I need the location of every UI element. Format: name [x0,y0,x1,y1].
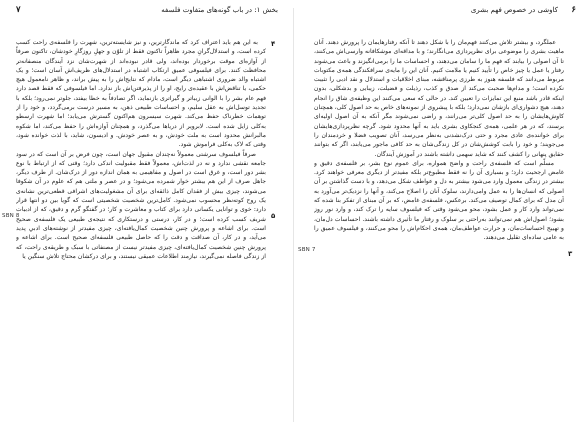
right-running-title: کاوشی در خصوص فهم بشری [470,6,558,14]
paragraph-number: ۵ [271,212,276,220]
right-running-header [310,4,576,20]
left-body-text [16,38,266,424]
paragraph: به این هم باید اعتراف کرد که ماندگارترین، و نیز شایسته‌ترین، شهرت را فلسفه‌ی راحت کسب کرده است، و استدلال‌گرانِ مجرد ظاهراً تاکنون فقط از تلوّن و جهلِ روزگارِ خودشان، تاکنون صرفاً از آوازه‌ای موقت برخوردار بوده‌اند، ولی قادر نبوده‌اند از شهرت‌شان نزد آیندگان منصفانه‌تر محافظت کنند. برای فیلسوفی عمیق ارتکاب اشتباه در استدلال‌های ظریف‌اش آسان است؛ و یک اشتباه والد ضروری اشتباهی دیگر است، مادام که نتایج‌اش را به پیش براند، و ظاهر نامعمول هیچ حکمی، یا تناقض‌اش با عقیده‌ی رایج، او را از پذیرفتن‌اش باز ندارد. اما فیلسوفی که فقط قصد دارد فهم عام بشر را با الوانی زیباتر و گیراتری بازنماید، اگر تصادفاً به خطا بیفتد، جلوتر نمی‌رود؛ بلکه با تجدید توسل‌اش به عقل سلیم، و احساسات طبیعی ذهن، به مسیر درست برمی‌گردد، و خود را از توهمات خطرناک حفظ می‌کند. شهرت سیسرون هم‌اکنون گسترش می‌یابد؛ اما شهرت ارسطو به‌کلی زایل شده است. لابرویر از دریاها می‌گذرد، و همچنان آوازه‌اش را حفظ می‌کند، اما شکوه مالبرانش محدود است به ملت خودش، و به عصر خودش. و ادیسون، شاید، با لذت خوانده شود، وقتی که لاک به‌کلی فراموش شود. [16,39,266,149]
sbn-margin-note: SBN 8 [2,213,20,219]
left-running-title: بخش ۱: در باب گونه‌های متفاوت فلسفه [161,6,278,14]
paragraph: صرفاً فیلسوف سرشتی معمولاً نه‌چندان مقبول جهان است، چون فرض بر آن است که در سود جامعه نقشی ندارد و نه در لذت‌اش، معمولاً فقط مقبولیت اندکی دارد؛ وقتی که از ارتباط با نوع بشر دور است، و غرق است در اصول و مفاهیمی به همان اندازه دور از درک‌شان. از طرف دیگر، جاهل صرف از این هم بیشتر خوار شمرده می‌شود؛ و در عصر و ملتی هم که علوم در آن شکوفا می‌شوند، چیزی بیش از فقدان کامل ذائقه‌ای برای آن مشغولیت‌های اشرافی قطعی‌ترین نشانه‌ی یک روح کوته‌نظر محسوب نمی‌شود. کامل‌ترین شخصیت شخصیتی است که گویا بین دو انتها قرار دارد: خوی و توانایی یکسانی دارد برای کتاب و معاشرت و کار؛ در گفتگو گرم و دقیق، که از ادبیات شریف کسب کرده است؛ و در کار، درستی و درستکاری که نتیجه‌ی طبیعی یک فلسفه‌ی صحیح است. برای اشاعه و پرورش چنین شخصیت کمال‌یافته‌ای، چیزی مفیدتر از نوشته‌های ادبیِ پدید می‌آید، و در کار، آن صداقت و دقت را که حاصل طبیعی فلسفه‌ای صحیح است. برای اشاعه و پرورش چنین شخصیت کمال‌یافته‌ای، چیزی مفیدتر نیست از مصنفاتی با سبک و طریقه‌ی راحت، که از زندگی فاصله نمی‌گیرند، نیازمند اطلاعات عمیقی نیستند، و برای درکشان محتاج تلاش سنگین یا [16,150,266,260]
left-page-number: ۷ [16,5,21,15]
left-running-header [16,4,278,20]
paragraph: مسلّم است که فلسفه‌ی راحت و واضح همواره، برای عموم نوع بشر، بر فلسفه‌ی دقیق و غامض ارجحیت دارد؛ و بسیاری آن را نه فقط مطبوع‌تر بلکه مفیدتر از دیگری معرفی خواهند کرد. بیشتر در زندگی معمول وارد می‌شود بیشتر به دل و عواطف شکل می‌دهد، و با دست گذاشتن بر آن اصولی که انسان‌ها را به عمل وامی‌دارند، سلوک آنان را اصلاح می‌کند، و آنها را نزدیک‌تر می‌آورد به آن مدل که برای کمال توصیف می‌کند. برعکس، فلسفه‌ی غامض، که بر آن مبنای از تفکر بنا شده که نمی‌تواند وارد کار و عمل بشود، محو می‌شود وقتی که فیلسوف سایه را ترک کند، و وارد نور روز بشود؛ اصول‌اش هم نمی‌توانند به‌راحتی بر سلوک و رفتار ما تأثیری داشته باشند. احساسات دل‌مان، و تهییج احساسات‌مان، و حرارت عواطف‌مان، همه‌ی احکام‌اش را محو می‌کنند، و فیلسوف عمیق را به عامی ساده‌ای تقلیل می‌دهند. [314,159,564,242]
paragraph-number: ۳ [568,250,573,258]
right-body-text [314,38,564,424]
paragraph-number: ۴ [271,40,276,48]
right-page-number: ۶ [571,5,576,15]
sbn-margin-note: SBN 7 [298,247,316,253]
paragraph: عملگرد، و بیشتر تلاش می‌کنند فهم‌مان را با شکل دهند تا آنکه رفتارهایمان را پرورش دهند. آنان ماهیت بشری را موضوعی برای نظرپردازی می‌انگارند؛ و با مداقه‌ای موشکافانه وارسی‌اش می‌کنند، تا آن اصولی را بیابند که فهم ما را سامان می‌دهند، و احساسات ما را برمی‌انگیزند و باعث می‌شوند رفتار یا عمل یا چیز خاص را تأیید کنیم یا ملامت کنیم. آنان این را مایه‌ی سرافکندگی همه‌ی مکتوبات مربوط می‌دانند که فلسفه هنوز به طرزی پرمناقشه، مبنای اخلاقیات و استدلال و نقد ادبی را تثبیت نکرده است؛ و مدام‌ها صحبت می‌کند از صدق و کذب، رذیلت و فضیلت، زیبایی و بدشکلی، بدون اینکه قادر باشد منبع این تمایزات را تعیین کند. در حالی که سعی می‌کنند این وظیفه‌ی شاق را انجام دهند، هیچ دشواری‌ای بازشان نمی‌دارد؛ بلکه با پیشروی از نمونه‌های خاص به حد اصول کلی، همچنان کاوش‌هایشان را به حد اصول کلی‌تر می‌رانند، و راضی نمی‌شوند مگر آنکه به آن اصول اولیه‌ای برسند، که در هر علمی، همه‌ی کنجکاوی بشری باید به آنها محدود شود. گرچه نظرپردازی‌هایشان برای خواننده‌ی عادی مجرد و حتی درک‌نشدنی به‌نظر می‌رسد، آنان تصویب فضلا و خردمندان را می‌جویند؛ و خود را بابت کوشش‌شان در کل زندگی‌شان به حد کافی ماجور می‌یابند، اگر که بتوانند حقایق پنهانی را کشف کنند که شاید سهمی داشته باشند در آموزش آیندگان. [314,39,564,158]
right-page [294,0,586,429]
